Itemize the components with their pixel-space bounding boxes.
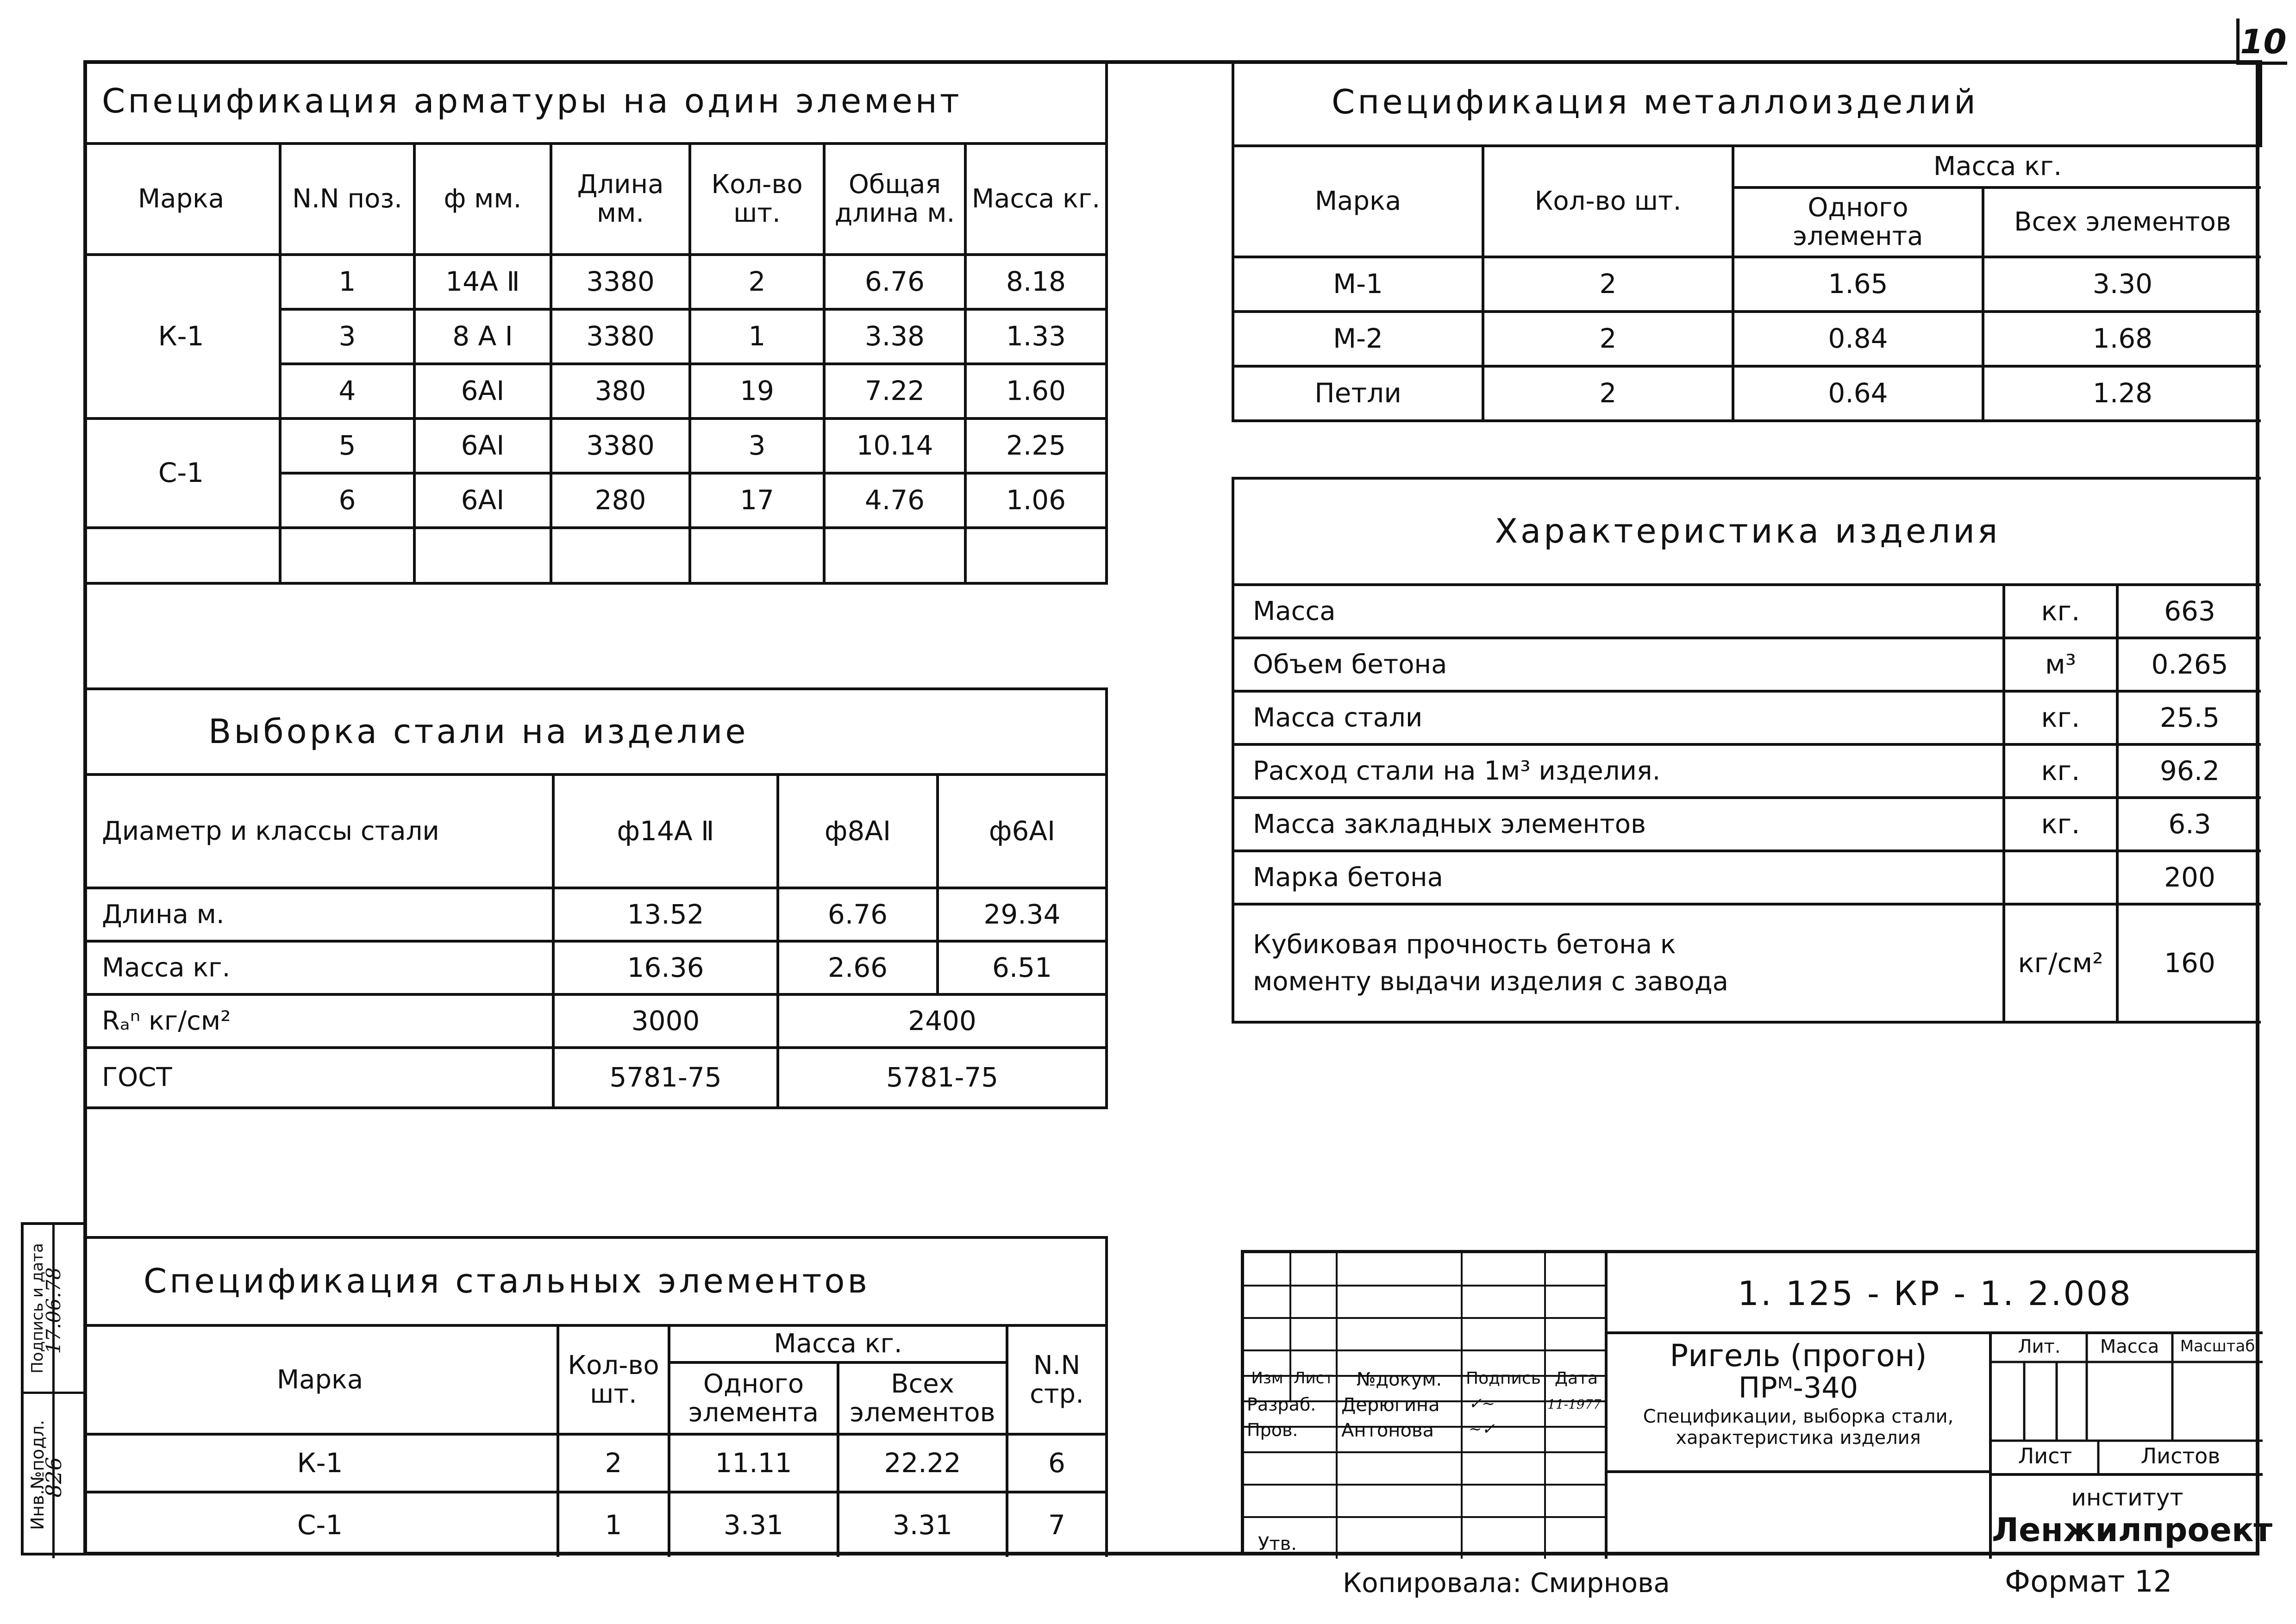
armatura-h-total: Общая длина м.	[824, 144, 965, 255]
table-cell	[824, 528, 965, 583]
table-cell: 7	[1007, 1492, 1107, 1557]
characteristics-table	[1232, 477, 2259, 1021]
stamp-institute-cell	[1992, 1473, 2273, 1559]
table-cell: Масса стали	[1233, 691, 2004, 744]
table-cell: 8 А Ⅰ	[414, 309, 551, 364]
table-row	[1233, 257, 2261, 312]
table-cell: 1.60	[965, 364, 1107, 418]
table-row	[83, 1048, 1107, 1108]
elements-h-mass: Масса кг.	[669, 1325, 1007, 1362]
armatura-h-diam: ф мм.	[414, 144, 551, 255]
table-row	[1233, 798, 2261, 851]
elements-h-qty: Кол-во шт.	[558, 1325, 669, 1434]
table-cell: 19	[690, 364, 824, 418]
table-row	[83, 994, 1107, 1048]
armatura-h-mark: Марка	[83, 144, 280, 255]
table-cell: 2	[1483, 257, 1733, 312]
table-cell: 1.06	[965, 473, 1107, 528]
table-cell: 6.76	[778, 888, 938, 941]
elements-h-all: Всех элементов	[838, 1362, 1007, 1434]
table-cell: 3	[280, 309, 414, 364]
table-cell	[965, 528, 1107, 583]
stamp-h-date: Дата	[1554, 1369, 1598, 1388]
table-cell: Петли	[1233, 366, 1483, 421]
table-row	[83, 255, 1107, 309]
metal-spec-table	[1232, 60, 2259, 421]
table-cell: 3.30	[1983, 257, 2261, 312]
table-cell: 5	[280, 418, 414, 473]
side-podp-label: Подпись и дата	[28, 1243, 47, 1374]
table-cell: Расход стали на 1м³ изделия.	[1233, 744, 2004, 798]
table-cell: 1.68	[1983, 312, 2261, 366]
table-row	[1233, 366, 2261, 421]
side-inv-value: 826	[41, 1457, 66, 1498]
steel-len-label: Длина м.	[83, 888, 553, 941]
stamp-inst-1: институт	[2071, 1484, 2183, 1511]
steel-col-14: ф14А Ⅱ	[553, 775, 778, 888]
table-cell: 2	[1483, 366, 1733, 421]
table-cell: 200	[2117, 851, 2261, 904]
table-cell: 1	[558, 1492, 669, 1557]
table-cell: 6	[280, 473, 414, 528]
table-cell: 13.52	[553, 888, 778, 941]
table-cell: М-1	[1233, 257, 1483, 312]
table-cell: 3.38	[824, 309, 965, 364]
stamp-razrab: Разраб.	[1247, 1394, 1316, 1415]
stamp-razrab-name: Дерюгина	[1341, 1394, 1440, 1416]
table-cell: 2	[558, 1434, 669, 1492]
steel-elements-table	[83, 1236, 1107, 1555]
stamp-name-1: Ригель (прогон)	[1670, 1338, 1927, 1374]
table-cell: 4	[280, 364, 414, 418]
table-cell: 4.76	[824, 473, 965, 528]
table-cell: м³	[2004, 638, 2117, 691]
armatura-h-mass: Масса кг.	[965, 144, 1107, 255]
table-cell	[83, 528, 280, 583]
table-row	[83, 1434, 1107, 1492]
table-cell: Марка бетона	[1233, 851, 2004, 904]
steel-mass-label: Масса кг.	[83, 941, 553, 994]
table-row-empty	[83, 528, 1107, 583]
table-cell: 3	[690, 418, 824, 473]
metal-h-mark: Марка	[1233, 146, 1483, 257]
steel-r-label: Rₐⁿ кг/см²	[83, 994, 553, 1048]
side-date-value: 17.06.78	[42, 1267, 65, 1354]
stamp-name-3: Спецификации, выборка стали,	[1643, 1406, 1954, 1427]
table-cell: 10.14	[824, 418, 965, 473]
table-cell: К-1	[83, 1434, 558, 1492]
table-cell: 280	[551, 473, 690, 528]
table-cell: 3380	[551, 255, 690, 309]
table-cell: 3000	[553, 994, 778, 1048]
table-cell: 7.22	[824, 364, 965, 418]
table-cell: 1.65	[1733, 257, 1983, 312]
table-cell: 3380	[551, 418, 690, 473]
armatura-h-len: Длина мм.	[551, 144, 690, 255]
table-cell: 3.31	[838, 1492, 1007, 1557]
steel-title: Выборка стали на изделие	[83, 689, 1107, 775]
armatura-h-qty: Кол-во шт.	[690, 144, 824, 255]
table-cell: 0.64	[1733, 366, 1983, 421]
table-cell	[2004, 851, 2117, 904]
stamp-razrab-date: 11-1977	[1547, 1397, 1602, 1412]
steel-gost-label: ГОСТ	[83, 1048, 553, 1108]
table-row	[83, 888, 1107, 941]
elements-h-page: N.N стр.	[1007, 1325, 1107, 1434]
table-cell: 2.66	[778, 941, 938, 994]
table-cell: 6.51	[938, 941, 1107, 994]
table-cell: кг.	[2004, 585, 2117, 638]
char-last-label	[1233, 904, 2004, 1022]
table-cell: 2.25	[965, 418, 1107, 473]
char-last-unit: кг/см²	[2004, 904, 2117, 1022]
table-cell: кг.	[2004, 691, 2117, 744]
table-cell: 11.11	[669, 1434, 838, 1492]
table-row	[1233, 851, 2261, 904]
stamp-h-izm: Изм	[1251, 1369, 1283, 1387]
table-cell: М-2	[1233, 312, 1483, 366]
char-last-label-2: моменту выдачи изделия с завода	[1253, 966, 1728, 997]
elements-h-mark: Марка	[83, 1325, 558, 1434]
steel-selection-table	[83, 687, 1107, 1106]
char-last-val: 160	[2117, 904, 2261, 1022]
table-row	[1233, 312, 2261, 366]
stamp-h-list: Лист	[1293, 1369, 1334, 1387]
table-cell: 5781-75	[778, 1048, 1107, 1108]
stamp-name-2: ПРᴹ-340	[1738, 1371, 1858, 1405]
metal-h-qty: Кол-во шт.	[1483, 146, 1733, 257]
table-cell: 25.5	[2117, 691, 2261, 744]
table-cell: 96.2	[2117, 744, 2261, 798]
stamp-grid	[1244, 1253, 1608, 1559]
table-cell: 0.265	[2117, 638, 2261, 691]
stamp-inst-2: Ленжилпроект	[1992, 1511, 2273, 1549]
stamp-lit: Лит.	[2018, 1336, 2061, 1357]
metal-title: Спецификация металлоизделий	[1233, 60, 2261, 146]
table-cell: 2400	[778, 994, 1107, 1048]
table-cell: 6.3	[2117, 798, 2261, 851]
table-row	[83, 941, 1107, 994]
table-cell: 0.84	[1733, 312, 1983, 366]
char-title: Характеристика изделия	[1233, 478, 2261, 585]
footer-format: Формат 12	[2005, 1565, 2172, 1599]
table-cell: 5781-75	[553, 1048, 778, 1108]
table-cell	[551, 528, 690, 583]
side-inv-label: Инв.№подл.	[27, 1420, 48, 1530]
stamp-list: Лист	[2018, 1443, 2072, 1468]
stamp-name-cell	[1608, 1334, 1992, 1473]
table-row	[1233, 585, 2261, 638]
table-cell: 6АⅠ	[414, 364, 551, 418]
table-cell: Масса закладных элементов	[1233, 798, 2004, 851]
table-cell	[414, 528, 551, 583]
steel-h-label: Диаметр и классы стали	[83, 775, 553, 888]
elements-h-one: Одного элемента	[669, 1362, 838, 1434]
table-cell: 1.33	[965, 309, 1107, 364]
stamp-razrab-signature: ✓~	[1469, 1394, 1495, 1413]
table-cell: 6.76	[824, 255, 965, 309]
table-cell: 17	[690, 473, 824, 528]
steel-col-6: ф6АⅠ	[938, 775, 1107, 888]
stamp-listov: Листов	[2140, 1443, 2221, 1468]
table-cell: Объем бетона	[1233, 638, 2004, 691]
armatura-spec-table	[83, 60, 1107, 583]
stamp-prov-signature: ~✓	[1469, 1420, 1495, 1438]
stamp-massa: Масса	[2100, 1336, 2159, 1357]
table-cell: 6	[1007, 1434, 1107, 1492]
table-row	[83, 1492, 1107, 1557]
table-cell: 29.34	[938, 888, 1107, 941]
page-number-box	[2236, 19, 2287, 65]
stamp-prov-name: Антонова	[1341, 1420, 1434, 1441]
armatura-mark-k1: К-1	[83, 255, 280, 418]
stamp-prov: Пров.	[1247, 1420, 1298, 1440]
table-cell: 2	[690, 255, 824, 309]
table-cell	[280, 528, 414, 583]
side-stamp	[21, 1222, 83, 1555]
table-cell: 380	[551, 364, 690, 418]
table-cell: 2	[1483, 312, 1733, 366]
metal-h-mass: Масса кг.	[1733, 146, 2261, 187]
armatura-mark-c1: С-1	[83, 418, 280, 528]
table-cell: кг.	[2004, 744, 2117, 798]
page-number: 10	[2240, 22, 2287, 61]
title-block	[1241, 1250, 2273, 1555]
stamp-name-4: характеристика изделия	[1676, 1427, 1921, 1449]
table-cell: 6АⅠ	[414, 418, 551, 473]
steel-col-8: ф8АⅠ	[778, 775, 938, 888]
stamp-masshtab: Масштаб	[2180, 1337, 2255, 1355]
side-divider-2	[24, 1392, 86, 1394]
metal-h-all: Всех элементов	[1983, 187, 2261, 257]
table-row	[1233, 744, 2261, 798]
stamp-lit-block	[1992, 1334, 2263, 1473]
stamp-code-cell	[1608, 1253, 2263, 1334]
table-cell: 663	[2117, 585, 2261, 638]
table-cell: Масса	[1233, 585, 2004, 638]
footer-copied: Копировала: Смирнова	[1343, 1567, 1670, 1599]
table-cell: 1	[690, 309, 824, 364]
table-row	[1233, 904, 2261, 1022]
stamp-code: 1. 125 - КР - 1. 2.008	[1738, 1274, 2133, 1313]
char-last-label-1: Кубиковая прочность бетона к	[1253, 929, 1676, 960]
stamp-h-sign: Подпись	[1466, 1369, 1541, 1388]
table-row	[83, 418, 1107, 473]
armatura-title: Спецификация арматуры на один элемент	[83, 60, 1107, 144]
table-cell: 8.18	[965, 255, 1107, 309]
table-row	[1233, 638, 2261, 691]
table-cell: кг.	[2004, 798, 2117, 851]
stamp-utv: Утв.	[1258, 1533, 1297, 1555]
stamp-h-doc: №докум.	[1356, 1369, 1442, 1390]
table-cell: 6АⅠ	[414, 473, 551, 528]
armatura-h-pos: N.N поз.	[280, 144, 414, 255]
elements-title: Спецификация стальных элементов	[83, 1237, 1107, 1325]
table-cell	[690, 528, 824, 583]
table-row	[1233, 691, 2261, 744]
table-cell: 3380	[551, 309, 690, 364]
table-cell: 16.36	[553, 941, 778, 994]
table-cell: 14А Ⅱ	[414, 255, 551, 309]
table-cell: 22.22	[838, 1434, 1007, 1492]
metal-h-one: Одного элемента	[1733, 187, 1983, 257]
table-cell: 1.28	[1983, 366, 2261, 421]
stamp-empty-cell	[1608, 1473, 1992, 1559]
table-cell: 1	[280, 255, 414, 309]
table-cell: С-1	[83, 1492, 558, 1557]
table-cell: 3.31	[669, 1492, 838, 1557]
